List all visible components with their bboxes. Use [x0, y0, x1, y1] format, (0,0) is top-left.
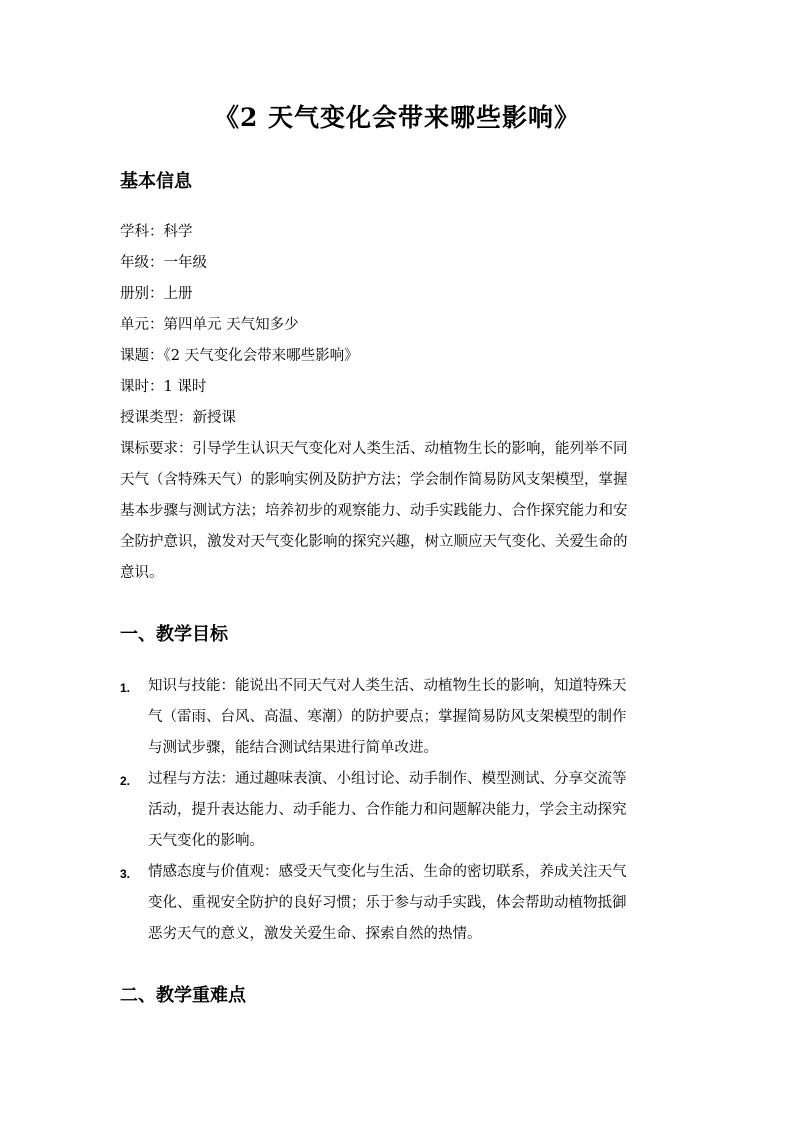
info-lesson-title: 课题：《2 天气变化会带来哪些影响》 [120, 348, 359, 364]
list-item-knowledge-skills [148, 671, 678, 764]
list-item-process-methods [148, 764, 678, 857]
list-number: 2. [120, 774, 131, 788]
list-item-row: 情感态度与价值观：感受天气变化与生活、生命的密切联系，养成关注天气 [148, 864, 627, 880]
info-volume: 册别：上册 [120, 286, 193, 302]
list-item-attitudes-values [148, 857, 678, 950]
curriculum-requirements [120, 434, 676, 589]
curriculum-row: 全防护意识，激发对天气变化影响的探究兴趣，树立顺应天气变化、关爱生命的 [120, 534, 628, 550]
curriculum-row: 课标要求：引导学生认识天气变化对人类生活、动植物生长的影响，能列举不同 [120, 441, 628, 457]
list-item-row: 恶劣天气的意义，激发关爱生命、探索自然的热情。 [148, 926, 482, 942]
list-item-row: 过程与方法：通过趣味表演、小组讨论、动手制作、模型测试、分享交流等 [148, 771, 627, 787]
list-number: 1. [120, 681, 131, 695]
curriculum-row: 天气（含特殊天气）的影响实例及防护方法；学会制作简易防风支架模型，掌握 [120, 472, 628, 488]
list-item-row: 天气变化的影响。 [148, 833, 264, 849]
section-key-difficult-points-heading: 二、教学重难点 [120, 985, 246, 1006]
basic-info-heading: 基本信息 [120, 171, 192, 192]
list-item-row: 变化、重视安全防护的良好习惯；乐于参与动手实践，体会帮助动植物抵御 [148, 895, 627, 911]
info-class-hours: 课时：1 课时 [120, 379, 207, 395]
list-number: 3. [120, 867, 131, 881]
list-item-row: 知识与技能：能说出不同天气对人类生活、动植物生长的影响，知道特殊天 [148, 678, 627, 694]
info-lesson-type: 授课类型：新授课 [120, 410, 236, 426]
list-item-row: 气（雷雨、台风、高温、寒潮）的防护要点；掌握简易防风支架模型的制作 [148, 709, 627, 725]
info-subject: 学科：科学 [120, 224, 193, 240]
list-item-row: 与测试步骤，能结合测试结果进行简单改进。 [148, 740, 438, 756]
document-title: 《2 天气变化会带来哪些影响》 [213, 103, 581, 132]
curriculum-row: 基本步骤与测试方法；培养初步的观察能力、动手实践能力、合作探究能力和安 [120, 503, 628, 519]
info-grade: 年级：一年级 [120, 255, 207, 271]
list-item-row: 活动，提升表达能力、动手能力、合作能力和问题解决能力，学会主动探究 [148, 802, 627, 818]
info-unit: 单元：第四单元 天气知多少 [120, 317, 299, 333]
section-teaching-objectives-heading: 一、教学目标 [120, 624, 228, 645]
curriculum-row: 意识。 [120, 565, 164, 581]
